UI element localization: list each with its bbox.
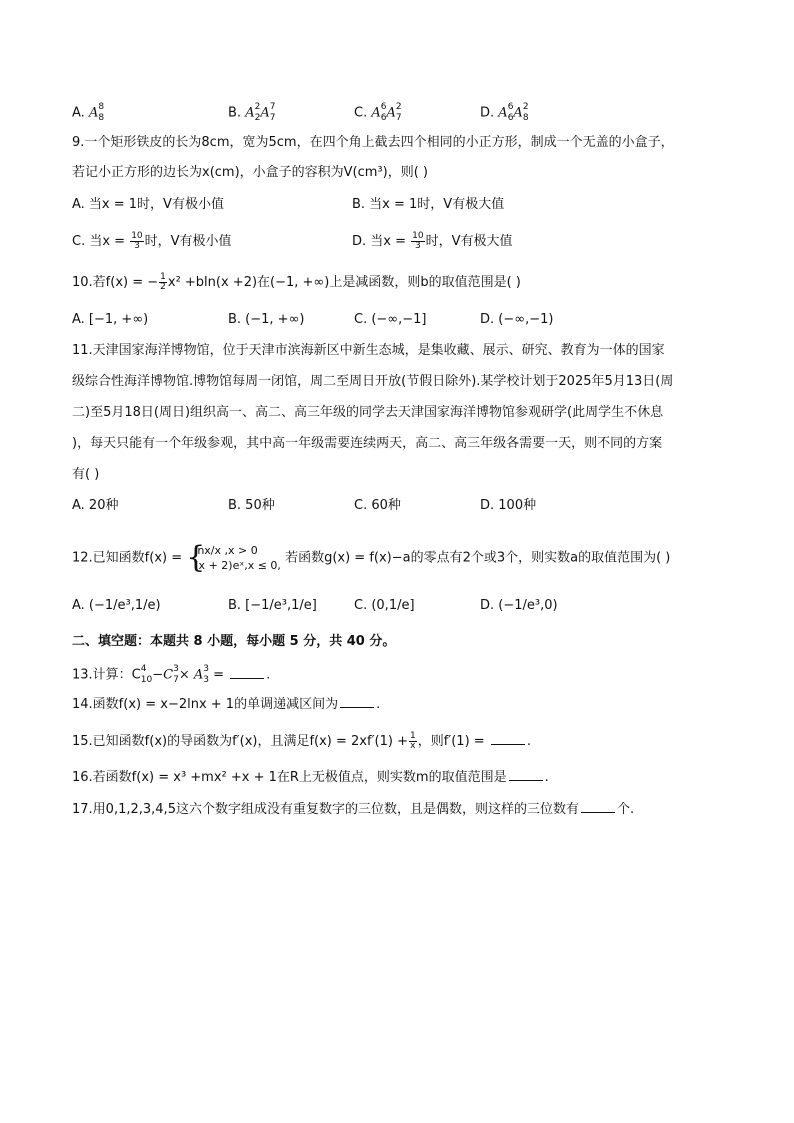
- q11-option-b: B. 50种: [228, 498, 275, 513]
- q11-option-d: D. 100种: [480, 498, 537, 513]
- q9-line-2: 若记小正方形的边长为x(cm)，小盒子的容积为V(cm³)，则( ): [72, 165, 428, 180]
- q17-stem: 17.用0,1,2,3,4,5这六个数字组成没有重复数字的三位数，且是偶数，则这样的三位数有 个.: [72, 802, 635, 817]
- q11-option-a: A. 20种: [72, 498, 119, 513]
- q9-option-b: B. 当x = 1时，V有极大值: [352, 197, 505, 212]
- answer-blank[interactable]: [491, 732, 525, 745]
- piecewise-function: { lnx/x ,x > 0 (x + 2)eˣ,x ≤ 0,: [186, 540, 281, 575]
- fraction: $\frac{10}{3}$: [412, 231, 424, 251]
- q10-option-b: B. (−1, +∞): [228, 312, 305, 327]
- q10-option-d: D. (−∞,−1): [480, 312, 554, 327]
- fraction: $\frac{10}{3}$: [131, 231, 143, 251]
- q12-option-b: B. [−1/e³,1/e]: [228, 598, 317, 613]
- q8-option-c: C. A 6 6 A 2 7: [354, 102, 402, 123]
- fraction: $\frac{1}{2}$: [160, 272, 166, 292]
- fraction: $\frac{1}{x}$: [409, 731, 416, 751]
- q10-option-a: A. [−1, +∞): [72, 312, 149, 327]
- q14-stem: 14.函数f(x) = x−2lnx + 1的单调递减区间为 .: [72, 697, 381, 712]
- q12-option-c: C. (0,1/e]: [354, 598, 415, 613]
- q8-option-d: D. A 6 6 A 2 8: [480, 102, 529, 123]
- q12-option-d: D. (−1/e³,0): [480, 598, 558, 613]
- q11-option-c: C. 60种: [354, 498, 401, 513]
- q12-option-a: A. (−1/e³,1/e): [72, 598, 161, 613]
- q13-stem: 13.计算：C 4 10 −C 3 7 × A 3 3 = .: [72, 664, 271, 685]
- answer-blank[interactable]: [509, 768, 543, 781]
- q10-stem: 10.若f(x) = − $\frac{1}{2}$ x² +bln(x +2)在(−1, +∞)上是减函数，则b的取值范围是( ): [72, 272, 521, 292]
- q11-line-1: 11.天津国家海洋博物馆，位于天津市滨海新区中新生态城，是集收藏、展示、研究、教育为一体的国家: [72, 343, 665, 358]
- answer-blank[interactable]: [340, 695, 374, 708]
- q12-stem: 12.已知函数f(x) = { lnx/x ,x > 0 (x + 2)eˣ,x ≤ 0, 若函数g(x) = f(x)−a的零点有2个或3个，则实数a的取值范围为( ): [72, 540, 671, 575]
- q15-stem: 15.已知函数f(x)的导函数为f′(x)，且满足f(x) = 2xf′(1) + $\frac{1}{x}$ ，则f′(1) = .: [72, 731, 531, 751]
- q9-option-a: A. 当x = 1时，V有极小值: [72, 197, 224, 212]
- answer-blank[interactable]: [230, 666, 264, 679]
- section-2-title: 二、填空题：本题共 8 小题，每小题 5 分，共 40 分。: [72, 634, 396, 649]
- q8-option-b: B. A 2 2 A 7 7: [228, 102, 276, 123]
- q9-option-d: D. 当x = $\frac{10}{3}$ 时，V有极大值: [352, 231, 513, 251]
- q9-line-1: 9.一个矩形铁皮的长为8cm，宽为5cm，在四个角上截去四个相同的小正方形，制成一个无盖的小盒子，: [72, 135, 674, 150]
- q10-option-c: C. (−∞,−1]: [354, 312, 427, 327]
- q8-option-a: A. A 8 8: [72, 102, 105, 123]
- q11-line-4: )，每天只能有一个年级参观，其中高一年级需要连续两天，高二、高三年级各需要一天，则不同的方案: [72, 436, 663, 451]
- answer-blank[interactable]: [581, 800, 615, 813]
- q16-stem: 16.若函数f(x) = x³ +mx² +x + 1在R上无极值点，则实数m的取值范围是 .: [72, 770, 549, 785]
- q11-line-2: 级综合性海洋博物馆.博物馆每周一闭馆，周二至周日开放(节假日除外).某学校计划于2025年5月13日(周: [72, 374, 674, 389]
- q11-line-5: 有( ): [72, 467, 100, 482]
- q9-option-c: C. 当x = $\frac{10}{3}$ 时，V有极小值: [72, 231, 232, 251]
- q11-line-3: 二)至5月18日(周日)组织高一、高二、高三年级的同学去天津国家海洋博物馆参观研学(此周学生不休息: [72, 405, 664, 420]
